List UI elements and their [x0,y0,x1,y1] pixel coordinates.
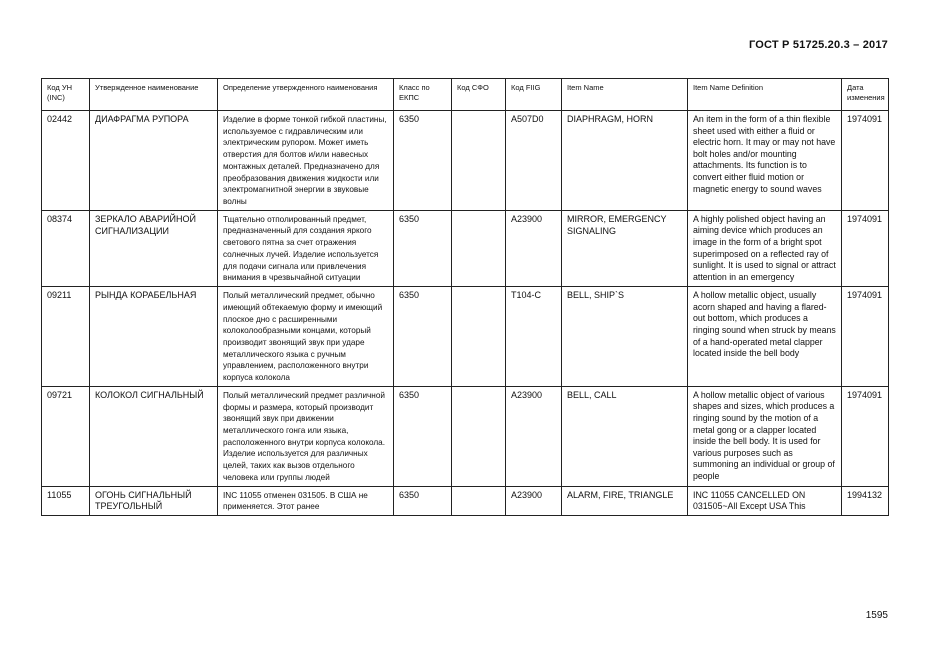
column-header-definition-ru: Определение утвержденного наименования [218,79,394,111]
cell-inc: 09211 [42,287,90,387]
column-header-item-name: Item Name [562,79,688,111]
column-header-inc: Код УН (INC) [42,79,90,111]
cell-item-name: BELL, SHIP`S [562,287,688,387]
cell-fiig: T104-C [506,287,562,387]
cell-item-definition: A highly polished object having an aiming device which produces an image in the form of a bright spot superimposed on a reflected ray of sunlight. It is used to signal or attract attention in an emergency [688,210,842,286]
cell-date: 1974091 [842,210,889,286]
cell-name-ru: ДИАФРАГМА РУПОРА [90,111,218,211]
cell-fiig: A507D0 [506,111,562,211]
cell-name-ru: ОГОНЬ СИГНАЛЬНЫЙ ТРЕУГОЛЬНЫЙ [90,486,218,516]
cell-definition-ru: Изделие в форме тонкой гибкой пластины, используемое с гидравлическим или электрическим рупором. Может иметь отверстия для болтов и/или навесных монтажных деталей. Предназначено для преобразования движения жидкости или электромагнитной энергии в звуковые волны [218,111,394,211]
cell-inc: 08374 [42,210,90,286]
table-row [42,111,889,211]
table-header-row [42,79,889,111]
cell-name-ru: ЗЕРКАЛО АВАРИЙНОЙ СИГНАЛИЗАЦИИ [90,210,218,286]
column-header-ekps: Класс по ЕКПС [394,79,452,111]
column-header-fiig: Код FIIG [506,79,562,111]
cell-ekps: 6350 [394,287,452,387]
cell-definition-ru: Полый металлический предмет, обычно имеющий обтекаемую форму и имеющий плоское дно с расширенными колоколообразными концами, который производит звонящий звук при ударе металлического языка с ручным управлением, расположенного внутри корпуса колокола [218,287,394,387]
cell-date: 1974091 [842,386,889,486]
cell-sfo [452,486,506,516]
cell-sfo [452,111,506,211]
registry-table [41,78,889,516]
page-number: 1595 [865,610,888,621]
cell-definition-ru: Тщательно отполированный предмет, предназначенный для создания яркого светового пятна за счет отражения солнечных лучей. Изделие используется для подачи сигнала или привлечения внимания в чрезвычайной ситуации [218,210,394,286]
cell-sfo [452,287,506,387]
table-row [42,486,889,516]
cell-date: 1974091 [842,111,889,211]
cell-item-definition: INC 11055 CANCELLED ON 031505~All Except USA This [688,486,842,516]
table-row [42,287,889,387]
cell-date: 1974091 [842,287,889,387]
cell-item-name: BELL, CALL [562,386,688,486]
column-header-date: Дата изменения [842,79,889,111]
cell-definition-ru: Полый металлический предмет различной формы и размера, который производит звонящий звук при движении металлического гонга или языка, расположенного внутри корпуса колокола. Изделие используется для различных целей, таких как вызов отдельного человека или группы людей [218,386,394,486]
cell-item-name: DIAPHRAGM, HORN [562,111,688,211]
cell-inc: 11055 [42,486,90,516]
cell-item-name: MIRROR, EMERGENCY SIGNALING [562,210,688,286]
cell-sfo [452,210,506,286]
document-title: ГОСТ Р 51725.20.3 – 2017 [748,39,888,51]
cell-fiig: A23900 [506,486,562,516]
table-row [42,386,889,486]
cell-fiig: A23900 [506,210,562,286]
table-row [42,210,889,286]
cell-definition-ru: INC 11055 отменен 031505. В США не применяется. Этот ранее [218,486,394,516]
cell-sfo [452,386,506,486]
column-header-item-definition: Item Name Definition [688,79,842,111]
cell-ekps: 6350 [394,486,452,516]
column-header-sfo: Код СФО [452,79,506,111]
cell-item-name: ALARM, FIRE, TRIANGLE [562,486,688,516]
cell-item-definition: A hollow metallic object, usually acorn shaped and having a flared-out bottom, which produces a ringing sound when struck by means of a hand-operated metal clapper located inside the bell body [688,287,842,387]
cell-item-definition: An item in the form of a thin flexible sheet used with either a fluid or electric horn. It may or may not have bolt holes and/or mounting attachments. Its function is to convert either fluid motion or magnetic energy to sound waves [688,111,842,211]
cell-inc: 02442 [42,111,90,211]
cell-date: 1994132 [842,486,889,516]
cell-fiig: A23900 [506,386,562,486]
cell-ekps: 6350 [394,386,452,486]
cell-ekps: 6350 [394,210,452,286]
cell-inc: 09721 [42,386,90,486]
column-header-name-ru: Утвержденное наименование [90,79,218,111]
cell-name-ru: КОЛОКОЛ СИГНАЛЬНЫЙ [90,386,218,486]
cell-ekps: 6350 [394,111,452,211]
cell-item-definition: A hollow metallic object of various shapes and sizes, which produces a ringing sound by the motion of a metal gong or a clapper located inside the bell body. It is used for various purposes such as summoning an individual or group of people [688,386,842,486]
cell-name-ru: РЫНДА КОРАБЕЛЬНАЯ [90,287,218,387]
